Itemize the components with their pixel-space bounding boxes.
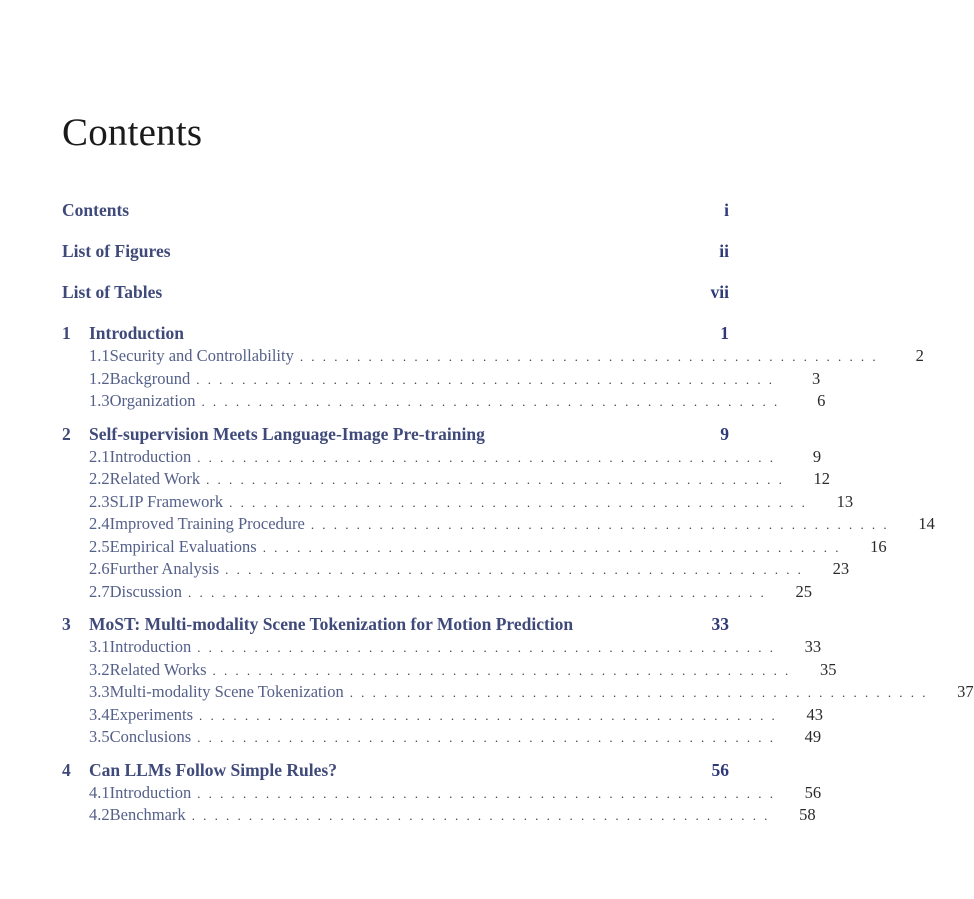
toc-chapter-2: [62, 423, 935, 605]
section-page: 2: [915, 346, 924, 365]
toc-entry-page: i: [724, 200, 729, 220]
toc-section[interactable]: [62, 346, 924, 369]
chapter-title: MoST: Multi-modality Scene Tokenization for Motion Prediction: [89, 614, 574, 634]
section-number: 4.1: [89, 782, 110, 802]
section-number: 2.2: [89, 469, 110, 488]
dot-leader: ...................................................: [349, 685, 934, 700]
chapter-title: Self-supervision Meets Language-Image Pre-training: [89, 423, 485, 444]
toc-section[interactable]: [62, 637, 822, 660]
toc-chapter-1: [62, 323, 924, 414]
toc-section[interactable]: [62, 782, 822, 806]
dot-leader: ...................................................: [199, 707, 783, 723]
section-title: Security and Controllability: [109, 346, 294, 365]
section-title: Experiments: [109, 704, 194, 724]
toc-section[interactable]: [62, 682, 974, 705]
chapter-title: Introduction: [89, 323, 184, 343]
section-number: 1.3: [89, 391, 110, 410]
dot-leader: ...................................................: [310, 517, 895, 532]
section-title: Introduction: [109, 782, 192, 802]
section-page: 58: [799, 805, 816, 824]
section-title: Introduction: [109, 446, 192, 466]
toc-section[interactable]: [62, 446, 822, 470]
section-number: 2.5: [89, 536, 110, 556]
section-number: 3.4: [89, 704, 110, 724]
section-number: 2.6: [89, 559, 110, 578]
dot-leader: ...................................................: [188, 584, 772, 600]
dot-leader: ...................................................: [197, 730, 782, 745]
chapter-page: 9: [720, 423, 729, 444]
toc-section[interactable]: [62, 805, 816, 828]
section-number: 2.3: [89, 491, 110, 511]
section-page: 49: [804, 727, 822, 746]
dot-leader: ...................................................: [197, 785, 782, 801]
dot-leader: ...................................................: [229, 494, 814, 510]
section-number: 4.2: [89, 805, 110, 824]
toc-entry-contents[interactable]: [62, 200, 729, 241]
toc-section[interactable]: [62, 704, 823, 728]
chapter-heading[interactable]: [62, 323, 729, 346]
toc-section[interactable]: [62, 469, 831, 492]
chapter-title: Can LLMs Follow Simple Rules?: [89, 759, 337, 780]
toc-chapter-4: [62, 759, 822, 828]
section-page: 12: [813, 469, 831, 488]
section-page: 35: [819, 659, 837, 679]
section-page: 13: [836, 491, 854, 511]
toc-section[interactable]: [62, 391, 826, 414]
dot-leader: ...................................................: [262, 539, 847, 555]
toc-entry-label: List of Figures: [62, 241, 171, 261]
toc-section[interactable]: [62, 559, 850, 582]
section-title: Background: [109, 368, 191, 388]
section-page: 3: [811, 368, 821, 388]
toc-entry-list-of-figures[interactable]: [62, 241, 729, 282]
section-page: 6: [817, 391, 826, 410]
toc-entry-page: vii: [710, 282, 729, 302]
page-title: Contents: [62, 111, 203, 155]
toc-entry-page: ii: [719, 241, 729, 261]
chapter-heading[interactable]: [62, 424, 729, 447]
dot-leader: ...................................................: [201, 394, 786, 409]
section-title: SLIP Framework: [109, 491, 224, 511]
toc-entry-label: Contents: [62, 200, 130, 220]
section-title: Conclusions: [109, 727, 192, 746]
toc-chapter-3: [62, 614, 974, 750]
chapter-page: 33: [711, 614, 729, 634]
section-page: 43: [806, 704, 823, 724]
dot-leader: ...................................................: [212, 662, 797, 678]
section-number: 2.1: [89, 446, 110, 466]
section-title: Introduction: [109, 637, 192, 656]
section-title: Related Work: [109, 469, 201, 488]
section-title: Further Analysis: [109, 559, 220, 578]
section-number: 3.1: [89, 637, 110, 656]
chapter-number: 2: [62, 423, 71, 444]
section-title: Multi-modality Scene Tokenization: [109, 682, 344, 701]
chapter-heading[interactable]: [62, 614, 729, 637]
toc-section[interactable]: [62, 491, 854, 515]
section-page: 25: [795, 581, 812, 601]
section-title: Related Works: [109, 659, 207, 679]
dot-leader: ...................................................: [197, 449, 782, 465]
table-of-contents: [62, 200, 974, 838]
section-number: 3.2: [89, 659, 110, 679]
chapter-heading[interactable]: [62, 760, 729, 783]
dot-leader: ...................................................: [206, 472, 791, 487]
toc-section[interactable]: [62, 659, 837, 683]
chapter-number: 1: [62, 323, 71, 343]
chapter-page: 56: [711, 759, 729, 780]
toc-section[interactable]: [62, 368, 821, 392]
section-page: 56: [804, 782, 822, 802]
section-number: 2.7: [89, 581, 110, 601]
section-page: 16: [870, 536, 887, 556]
section-title: Empirical Evaluations: [109, 536, 257, 556]
section-number: 3.3: [89, 682, 110, 701]
dot-leader: ...................................................: [191, 808, 776, 823]
section-number: 3.5: [89, 727, 110, 746]
dot-leader: ...................................................: [299, 349, 884, 364]
section-page: 33: [804, 637, 822, 656]
toc-section[interactable]: [62, 514, 935, 537]
section-title: Organization: [109, 391, 196, 410]
section-number: 1.1: [89, 346, 110, 365]
section-page: 37: [957, 682, 974, 701]
section-number: 1.2: [89, 368, 110, 388]
toc-section[interactable]: [62, 536, 887, 560]
toc-section[interactable]: [62, 581, 812, 605]
section-page: 14: [918, 514, 935, 533]
toc-entry-label: List of Tables: [62, 282, 163, 302]
section-page: 23: [832, 559, 850, 578]
chapter-page: 1: [720, 323, 729, 343]
chapter-number: 3: [62, 614, 71, 634]
section-title: Discussion: [109, 581, 183, 601]
dot-leader: ...................................................: [225, 562, 810, 577]
section-page: 9: [812, 446, 822, 466]
toc-section[interactable]: [62, 727, 822, 750]
toc-entry-list-of-tables[interactable]: [62, 282, 729, 323]
section-number: 2.4: [89, 514, 110, 533]
section-title: Benchmark: [109, 805, 186, 824]
dot-leader: ...................................................: [196, 371, 781, 387]
dot-leader: ...................................................: [197, 640, 782, 655]
section-title: Improved Training Procedure: [109, 514, 305, 533]
chapter-number: 4: [62, 759, 71, 780]
